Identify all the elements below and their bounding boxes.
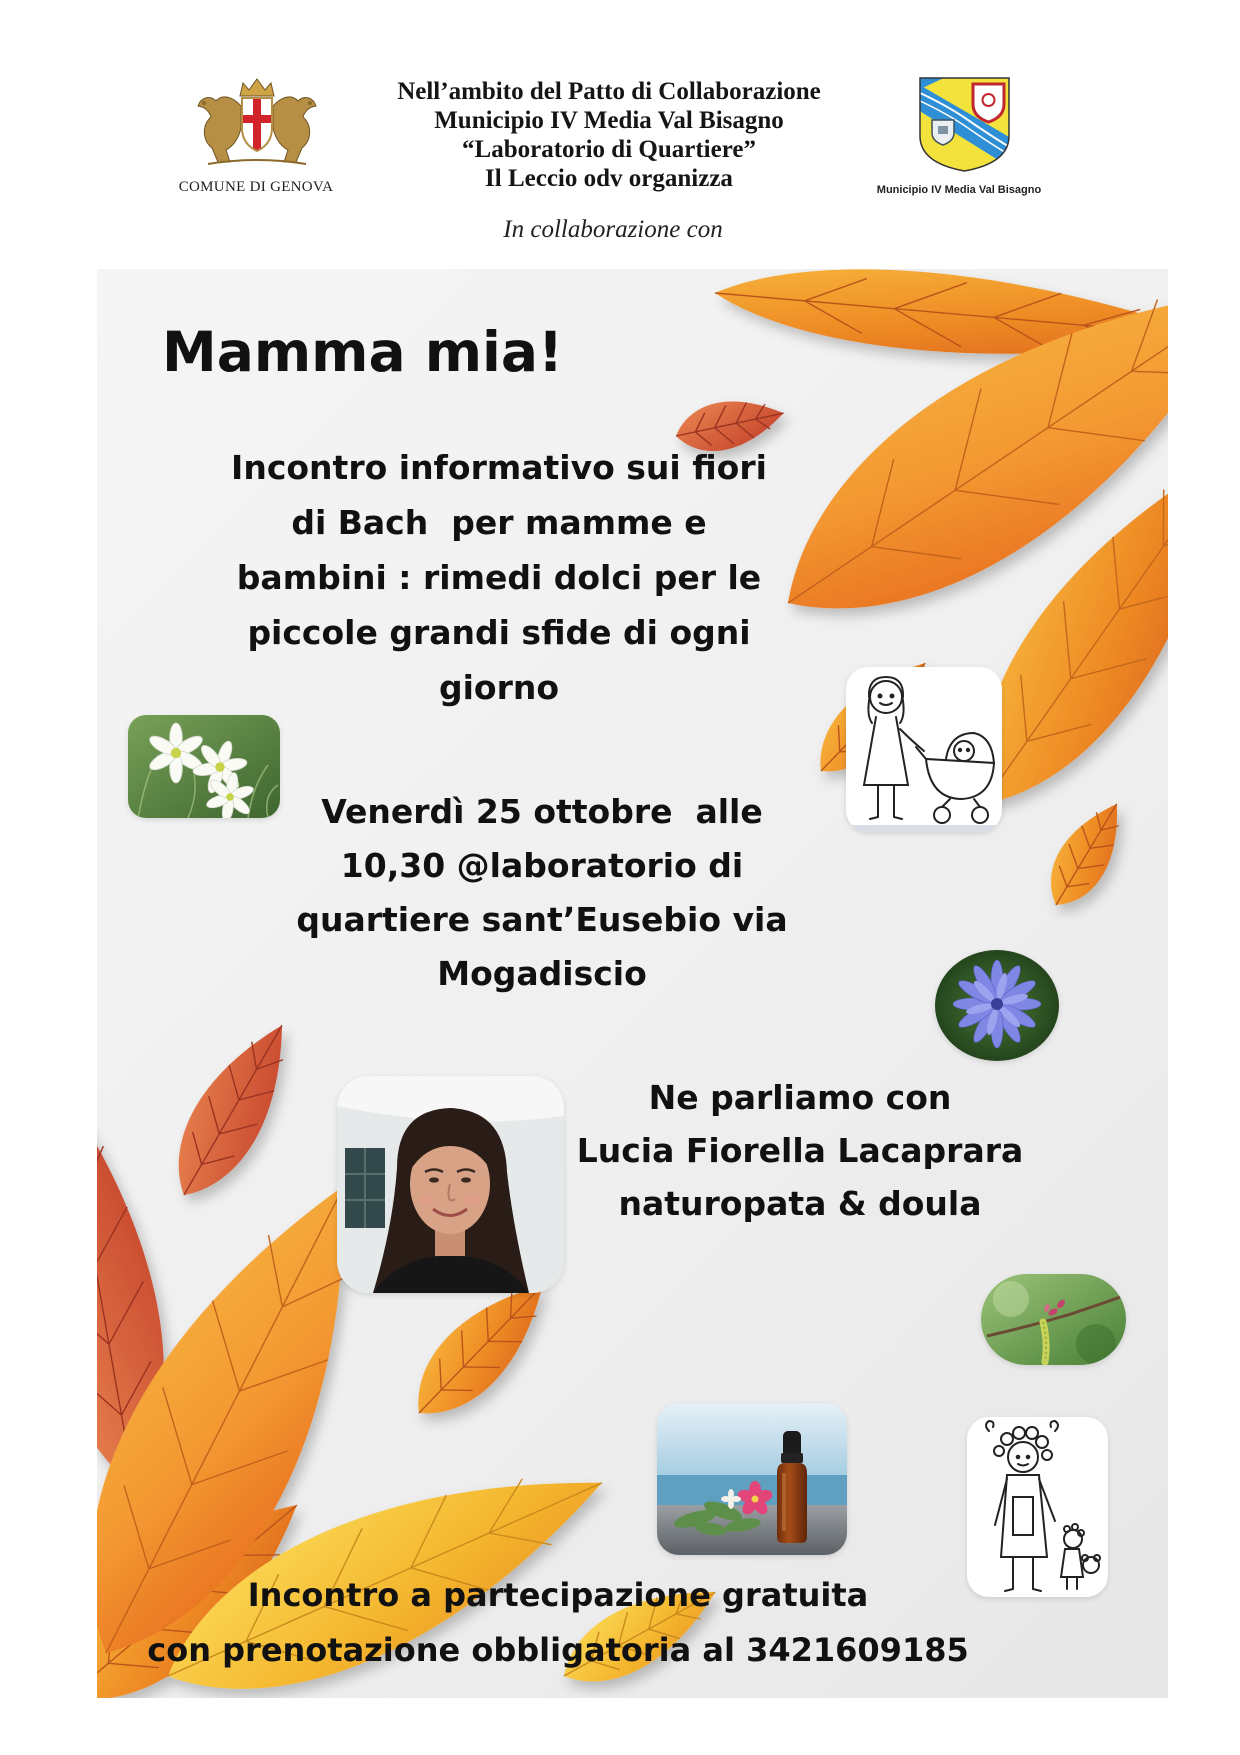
comune-di-genova-caption: COMUNE DI GENOVA [178,179,334,195]
intro-line: bambini : rimedi dolci per le [236,558,762,597]
speaker-role: naturopata & doula [618,1184,982,1223]
footer-line: Incontro a partecipazione gratuita [247,1576,869,1614]
poster-panel [97,269,1168,1698]
speaker-line: Ne parliamo con [648,1078,952,1117]
speaker-portrait-photo [337,1076,564,1293]
speaker-name: Lucia Fiorella Lacaprara [576,1131,1024,1170]
chicory-flower-photo [935,950,1059,1061]
header-line: Nell’ambito del Patto di Collaborazione [397,78,821,105]
intro-line: giorno [438,668,560,707]
intro-line: di Bach per mamme e [291,503,707,542]
booking-info [108,1568,1008,1678]
catkin-branch-photo [981,1274,1126,1365]
header-line: “Laboratorio di Quartiere” [462,136,756,163]
intro-text [199,440,799,715]
intro-line: piccole grandi sfide di ogni [247,613,751,652]
intro-line: Incontro informativo sui fiori [231,448,767,487]
collaboration-text: In collaborazione con [503,216,723,243]
mother-stroller-drawing [846,667,1002,832]
autumn-leaf [1035,791,1138,918]
header-line: Municipio IV Media Val Bisagno [434,107,784,134]
municipio-caption: Municipio IV Media Val Bisagno [876,184,1042,196]
event-line: quartiere sant’Eusebio via [296,900,788,939]
header-organizer-text [349,77,869,193]
event-line: Mogadiscio [437,954,647,993]
speaker-info [550,1071,1050,1230]
municipio-iv-logo [918,76,1011,173]
event-line: 10,30 @laboratorio di [340,846,744,885]
poster-title: Mamma mia! [162,320,564,384]
event-details [242,785,842,1001]
remedy-bottle-photo [657,1403,847,1555]
genova-coat-of-arms-logo [190,76,324,168]
footer-line: con prenotazione obbligatoria al 3421609185 [147,1631,969,1669]
header-line: Il Leccio odv organizza [485,165,733,192]
autumn-leaf [155,1008,312,1212]
event-line: Venerdì 25 ottobre alle [321,792,763,831]
